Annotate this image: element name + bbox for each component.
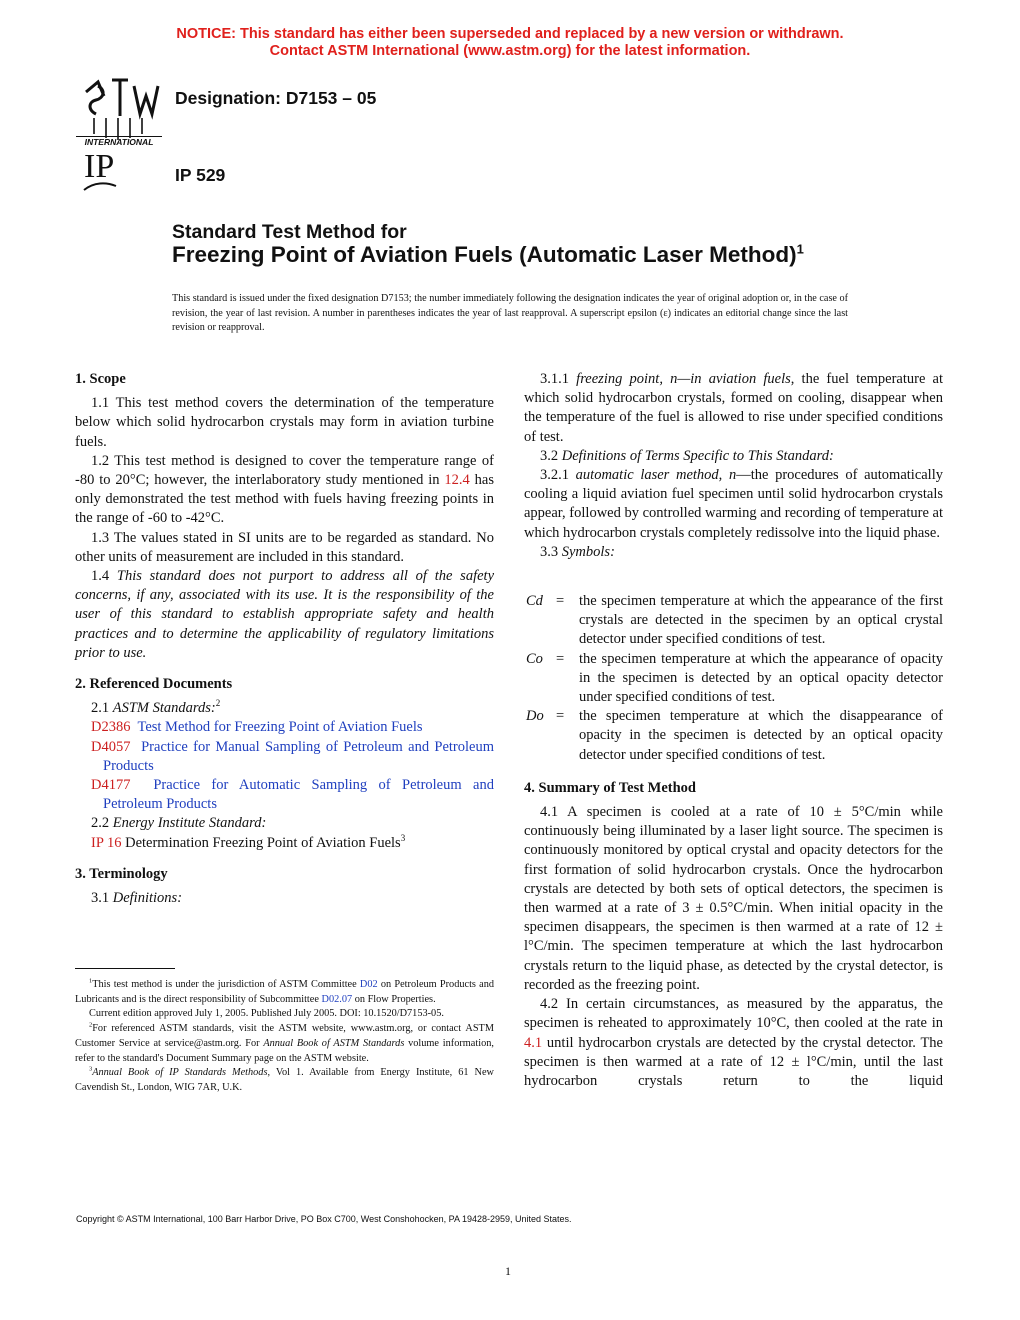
para-3-1-1-term: freezing point, n—in aviation fuels xyxy=(576,371,791,387)
notice-banner xyxy=(0,26,1020,60)
ref-title[interactable]: Practice for Manual Sampling of Petroleum and Petroleum Products xyxy=(103,738,494,774)
para-3-2-1-def: —the procedures of automatically cooling a liquid aviation fuel specimen until solid hydrocarbon crystals appear, followed by controlled warming and recording of temperature at which hydrocarbon crystals completely redissolve into the liquid phase. xyxy=(524,467,943,541)
copyright: Copyright © ASTM International, 100 Barr Harbor Drive, PO Box C700, West Conshohocken, PA 19428-2959, United States. xyxy=(76,1214,572,1224)
astm-logo xyxy=(76,74,162,150)
symbol-cd xyxy=(524,592,943,650)
footnote-3-mark: 3 xyxy=(89,1065,93,1073)
ref-code[interactable]: D4057 xyxy=(91,738,131,755)
symbol-def: the specimen temperature at which the appearance of opacity in the specimen is detected by an optical opacity detector under specified conditions of test. xyxy=(579,650,943,706)
para-2-2-text: Energy Institute Standard: xyxy=(112,815,267,832)
symbol-key: Do xyxy=(526,708,544,725)
symbol-eq: = xyxy=(556,650,565,667)
notice-line-2: Contact ASTM International (www.astm.org) for the latest information. xyxy=(269,43,751,59)
para-3-2-text: Definitions of Terms Specific to This Standard: xyxy=(561,447,834,464)
para-3-2-1-term: automatic laser method, n xyxy=(575,467,737,484)
footnote-1-mark: 1 xyxy=(89,977,93,985)
notice-line-1: NOTICE: This standard has either been superseded and replaced by a new version or withdrawn. xyxy=(176,26,844,42)
footnote-rule xyxy=(75,968,175,969)
footnote-1-text-b: on Petroleum Products and Lubricants and is the direct responsibility of Subcommittee xyxy=(75,979,495,1005)
para-2-2-num: 2.2 xyxy=(91,815,113,832)
para-1-1: 1.1 This test method covers the determination of the temperature below which solid hydrocarbon crystals may form in aviation turbine fuels. xyxy=(75,395,494,450)
para-3-2 xyxy=(524,447,943,466)
symbol-key: Cd xyxy=(526,593,543,610)
astm-logo-label: INTERNATIONAL xyxy=(76,136,162,147)
footnote-2-text-b: volume information, refer to the standard's Document Summary page on the ASTM website. xyxy=(75,1037,494,1064)
para-1-2 xyxy=(75,452,494,529)
footnotes xyxy=(75,978,494,1096)
terminology-heading: 3. Terminology xyxy=(75,865,168,882)
symbol-def: the specimen temperature at which the disappearance of opacity in the specimen is detected by an optical opacity detector under specified conditions of test. xyxy=(579,708,943,763)
para-1-2-text-b: has only demonstrated the test method with fuels having freezing points in the range of -60 to -42°C. xyxy=(75,472,494,527)
footnote-3-italic: Annual Book of IP Standards Methods xyxy=(92,1067,268,1079)
para-3-1-1-num: 3.1.1 xyxy=(540,371,577,387)
para-3-3-text: Symbols: xyxy=(561,543,615,560)
left-column xyxy=(75,370,494,908)
refdocs-heading: 2. Referenced Documents xyxy=(75,676,233,693)
link-d02[interactable]: D02 xyxy=(359,979,378,990)
para-2-1-text: ASTM Standards: xyxy=(112,700,216,717)
link-d02-07[interactable]: D02.07 xyxy=(321,993,353,1005)
footnote-3 xyxy=(75,1066,494,1095)
para-3-3-num: 3.3 xyxy=(540,543,562,560)
symbol-do xyxy=(524,707,943,765)
para-3-2-1-num: 3.2.1 xyxy=(540,467,576,484)
para-2-1-sup: 2 xyxy=(215,698,221,709)
ip-number: IP 529 xyxy=(175,165,226,185)
footnote-1-edition: Current edition approved July 1, 2005. Published July 2005. DOI: 10.1520/D7153-05. xyxy=(89,1008,444,1020)
para-4-1: 4.1 A specimen is cooled at a rate of 10 ± 5°C/min while continuously being illuminated by a laser light source. The specimen is continuously monitored by optical crystal and opacity detectors for the first formation of solid hydrocarbon crystals. Once the hydrocarbon crystals are detected by both sets of optical detectors, the specimen is then warmed at a rate of 3 ± 0.5°C/min. When initial opacity in the specimen disappears, the specimen is then warmed at a rate of 12 ± l°C/min. The specimen temperature at which the last hydrocarbon crystals return to the liquid phase, as detected by the crystal detector, is recorded as the freezing point. xyxy=(524,804,943,993)
para-1-2-text-a: 1.2 This test method is designed to cover the temperature range of -80 to 20°C; however, the interlaboratory study mentioned in xyxy=(75,452,494,489)
para-1-4-text: This standard does not purport to address all of the safety concerns, if any, associated with its use. It is the responsibility of the user of this standard to establish appropriate safety and health practices and to determine the applicability of regulatory limitations prior to use. xyxy=(75,568,495,661)
para-3-2-num: 3.2 xyxy=(540,447,562,464)
footnote-1 xyxy=(75,978,494,1007)
footnote-2-text-a: For referenced ASTM standards, visit the ASTM website, www.astm.org, or contact ASTM Customer Service at service@astm.org. For xyxy=(75,1023,494,1049)
symbol-def: the specimen temperature at which the appearance of the first crystals are detected in the specimen by an optical crystal detector under specified conditions of test. xyxy=(579,593,943,648)
footnote-3-text-b: , Vol 1. Available from Energy Institute, 61 New Cavendish St., London, WIG 7AR, U.K. xyxy=(75,1067,494,1093)
ip-logo xyxy=(84,150,114,184)
summary-heading: 4. Summary of Test Method xyxy=(524,779,696,796)
para-2-2 xyxy=(75,814,494,833)
ref-title: Determination Freezing Point of Aviation Fuels xyxy=(121,834,401,851)
ref-title[interactable]: Practice for Automatic Sampling of Petroleum and Petroleum Products xyxy=(103,777,494,813)
symbol-key: Co xyxy=(526,650,543,667)
ref-title[interactable]: Test Method for Freezing Point of Aviation Fuels xyxy=(137,719,423,736)
ref-d4057[interactable] xyxy=(75,738,494,776)
ref-d4177[interactable] xyxy=(75,776,494,814)
para-2-1 xyxy=(75,699,494,718)
footnote-2-mark: 2 xyxy=(89,1021,93,1029)
ref-d2386[interactable] xyxy=(75,718,494,737)
issued-notice: This standard is issued under the fixed designation D7153; the number immediately following the designation indicates the year of original adoption or, in the case of revision, the year of last revision. A number in parentheses indicates the year of last reapproval. A superscript epsilon (ε) indicates an editorial change since the last revision or reapproval. xyxy=(172,293,848,334)
para-1-3: 1.3 The values stated in SI units are to be regarded as standard. No other units of measurement are included in this standard. xyxy=(75,529,494,565)
para-3-1-1-def: , the fuel temperature at which solid hydrocarbon crystals, formed on cooling, disappear when the temperature of the fuel is allowed to rise under specified conditions of test. xyxy=(524,371,944,445)
ref-code[interactable]: IP 16 xyxy=(91,834,122,851)
para-1-4-num: 1.4 xyxy=(91,568,117,585)
para-3-3 xyxy=(524,543,943,562)
title-text: Freezing Point of Aviation Fuels (Automatic Laser Method) xyxy=(172,242,797,267)
link-12-4[interactable]: 12.4 xyxy=(444,472,470,489)
ref-code[interactable]: D4177 xyxy=(91,777,131,794)
footnote-2 xyxy=(75,1022,494,1066)
symbol-eq: = xyxy=(556,708,565,725)
astm-logo-icon xyxy=(76,74,162,144)
para-3-1 xyxy=(75,889,494,908)
symbol-eq: = xyxy=(556,593,565,610)
scope-heading: 1. Scope xyxy=(75,371,126,387)
para-3-1-num: 3.1 xyxy=(91,890,113,907)
right-column xyxy=(524,370,943,1091)
para-4-2 xyxy=(524,995,943,1091)
ref-sup: 3 xyxy=(400,832,406,843)
para-4-2-text-a: 4.2 In certain circumstances, as measured by the apparatus, the specimen is reheated to approximately 10°C, then cooled at the rate in xyxy=(524,996,943,1032)
ref-code[interactable]: D2386 xyxy=(91,719,131,736)
ip-logo-text: IP xyxy=(84,148,115,185)
footnote-1-text-c: on Flow Properties. xyxy=(352,993,436,1005)
link-4-1[interactable]: 4.1 xyxy=(524,1034,543,1051)
para-2-1-num: 2.1 xyxy=(91,700,113,717)
footnote-2-italic: Annual Book of ASTM Standards xyxy=(263,1037,405,1049)
symbol-co xyxy=(524,650,943,708)
para-4-2-text-b: until hydrocarbon crystals are detected by the crystal detector. The specimen is then warmed at a rate of 12 ± l°C/min, until the last hydrocarbon crystals return to the liquid xyxy=(524,1034,943,1089)
title-line-1: Standard Test Method for xyxy=(172,221,407,243)
ip-logo-swoosh-icon xyxy=(82,180,118,194)
title-footnote-mark: 1 xyxy=(796,241,804,257)
footnote-1-text-a: This test method is under the jurisdiction of ASTM Committee xyxy=(92,979,360,990)
ref-ip16[interactable] xyxy=(75,834,494,853)
para-3-1-text: Definitions: xyxy=(112,890,183,907)
para-1-4 xyxy=(75,567,494,663)
para-3-2-1 xyxy=(524,466,943,543)
para-3-1-1 xyxy=(524,370,943,447)
title-line-2 xyxy=(172,242,804,268)
page-number: 1 xyxy=(505,1264,511,1278)
designation: Designation: D7153 – 05 xyxy=(175,88,377,108)
